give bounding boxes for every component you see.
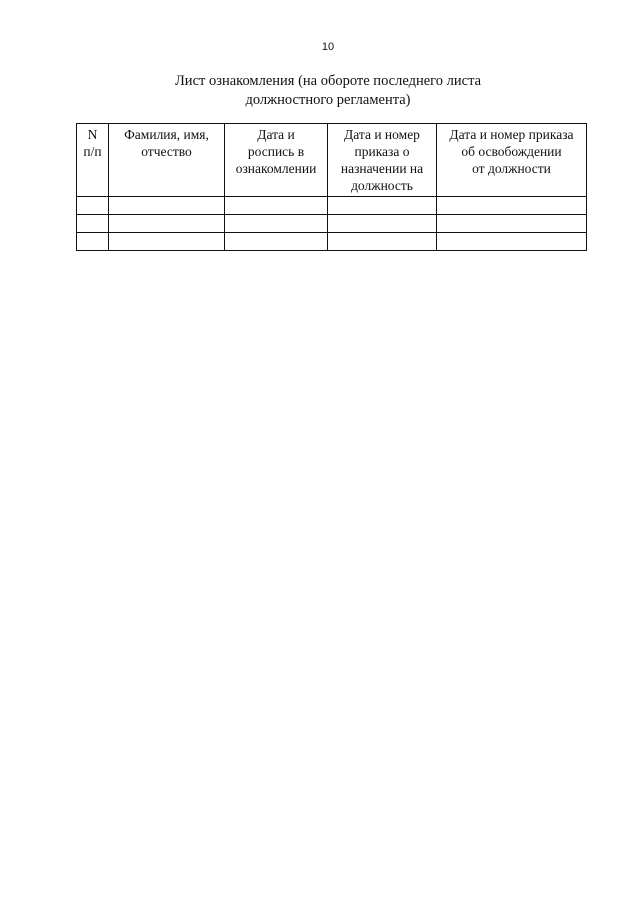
header-text-line: об освобождении bbox=[461, 144, 562, 159]
header-text-line: от должности bbox=[472, 161, 551, 176]
header-text-line: приказа о bbox=[354, 144, 410, 159]
table-row bbox=[77, 197, 587, 215]
header-text-line: Дата и номер bbox=[344, 127, 420, 142]
table-cell bbox=[437, 233, 587, 251]
table-cell bbox=[109, 233, 225, 251]
header-text-line: п/п bbox=[83, 144, 102, 159]
table-cell bbox=[437, 197, 587, 215]
header-text-line: ознакомлении bbox=[235, 161, 317, 176]
header-number bbox=[77, 124, 109, 197]
table-cell bbox=[328, 233, 437, 251]
header-dismissal-order bbox=[437, 124, 587, 197]
table-cell bbox=[437, 215, 587, 233]
table-cell bbox=[328, 215, 437, 233]
header-date-signature bbox=[225, 124, 328, 197]
table-row bbox=[77, 233, 587, 251]
table-cell bbox=[225, 233, 328, 251]
table-cell bbox=[77, 233, 109, 251]
title-line-2: должностного регламента) bbox=[245, 92, 411, 108]
header-full-name bbox=[109, 124, 225, 197]
header-appointment-order bbox=[328, 124, 437, 197]
header-text-line: роспись в bbox=[247, 144, 305, 159]
table-cell bbox=[225, 197, 328, 215]
table-row bbox=[77, 215, 587, 233]
table-header-row bbox=[77, 124, 587, 197]
table-cell bbox=[109, 197, 225, 215]
header-text-line: отчество bbox=[141, 144, 192, 159]
table-cell bbox=[225, 215, 328, 233]
header-text-line: должность bbox=[351, 178, 413, 193]
page-number: 10 bbox=[321, 41, 335, 53]
table-cell bbox=[328, 197, 437, 215]
table-cell bbox=[77, 197, 109, 215]
table-cell bbox=[77, 215, 109, 233]
acknowledgement-table bbox=[76, 123, 587, 251]
header-text-line: Дата и номер приказа bbox=[449, 127, 574, 142]
title-line-1: Лист ознакомления (на обороте последнего листа bbox=[174, 73, 482, 89]
header-text-line: Дата и bbox=[257, 127, 295, 142]
document-title bbox=[0, 72, 640, 110]
header-text-line: назначении на bbox=[340, 161, 424, 176]
header-text-line: N bbox=[87, 127, 98, 142]
table-cell bbox=[109, 215, 225, 233]
header-text-line: Фамилия, имя, bbox=[124, 127, 209, 142]
